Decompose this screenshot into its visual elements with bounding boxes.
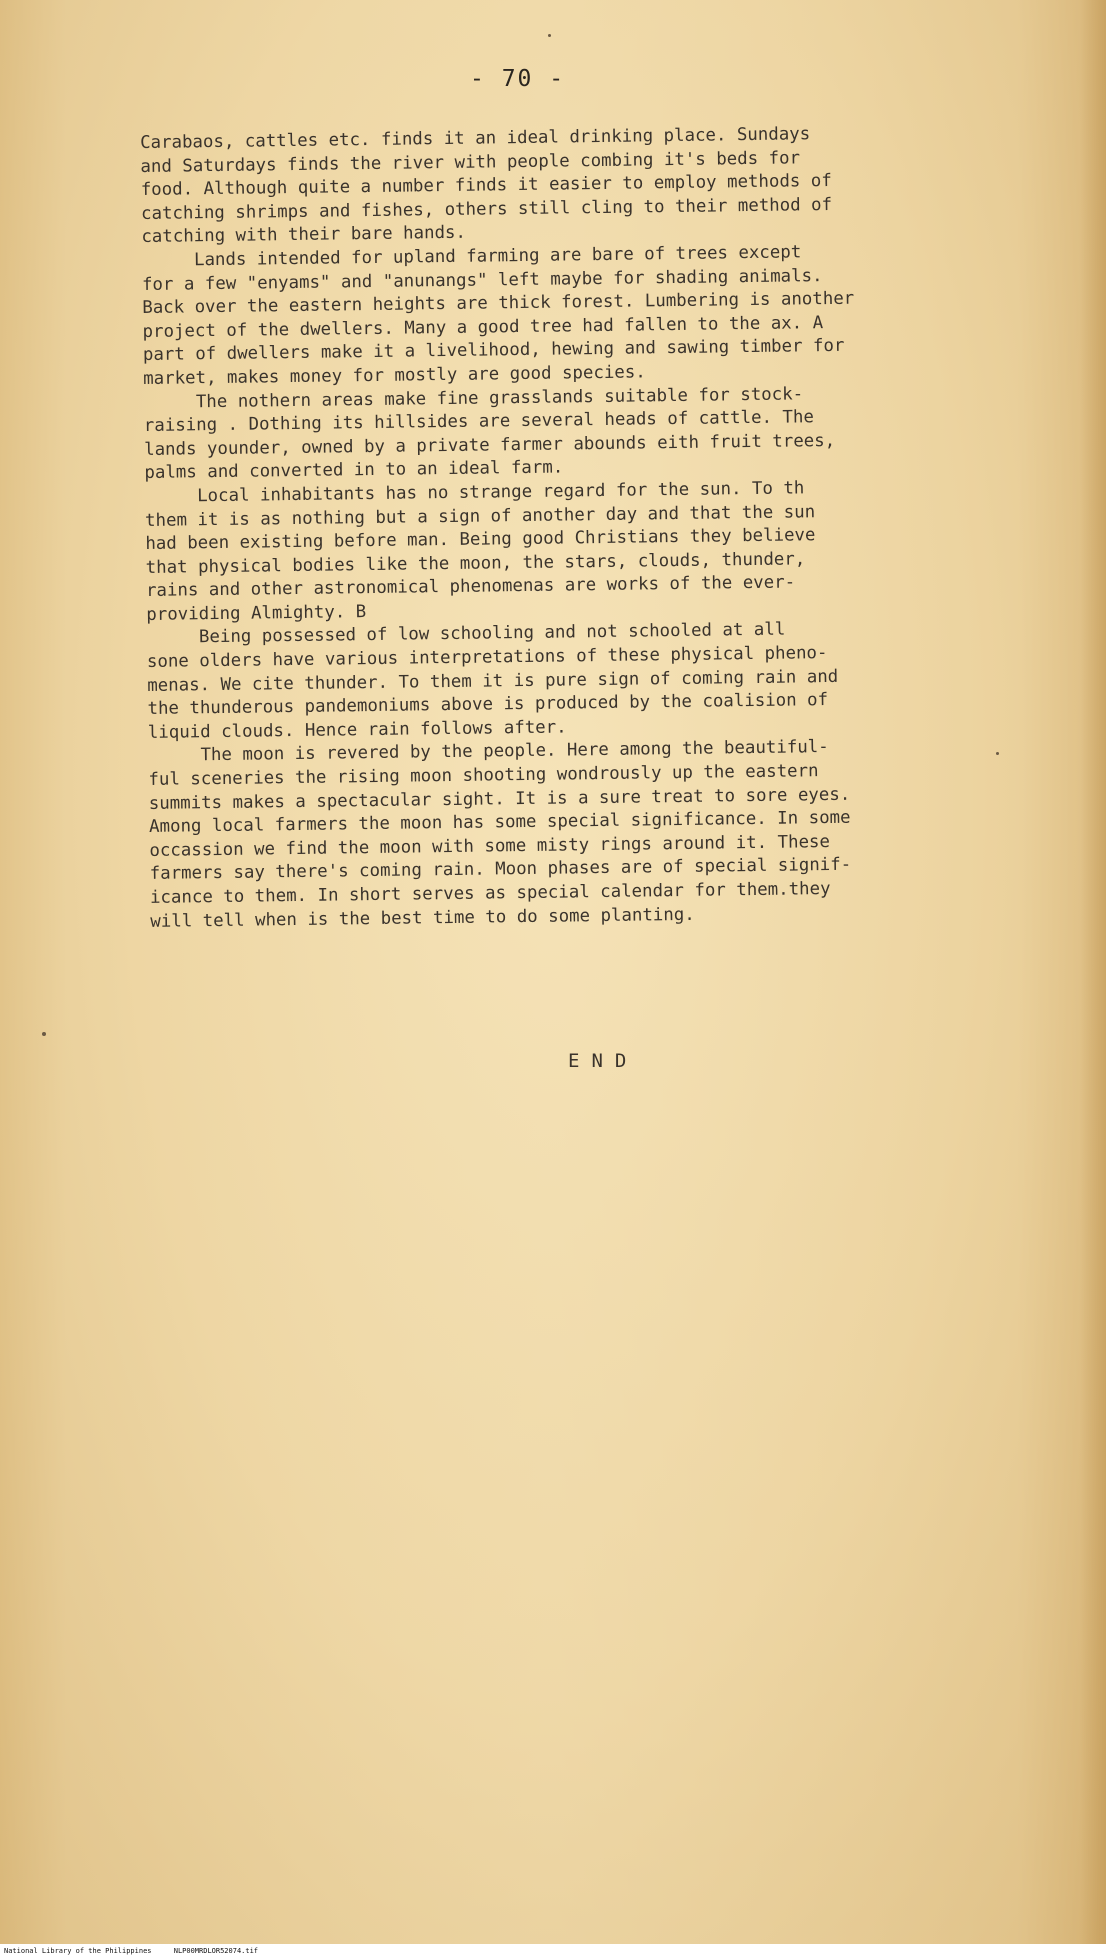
text-line: catching with their bare hands.	[141, 223, 467, 248]
text-line: raising . Dothing its hillsides are several heads of cattle. The	[143, 407, 815, 437]
text-line: Back over the eastern heights are thick forest. Lumbering is another	[142, 288, 855, 319]
text-line: project of the dwellers. Many a good tree had fallen to the ax. A	[142, 312, 824, 342]
text-line: and Saturdays finds the river with people combing it's beds for	[140, 147, 801, 177]
text-line: market, makes money for mostly are good species.	[143, 362, 646, 389]
text-line: that physical bodies like the moon, the stars, clouds, thunder,	[145, 549, 806, 578]
text-line: rains and other astronomical phenomenas are works of the ever-	[145, 572, 796, 602]
ink-speck	[42, 1032, 46, 1036]
text-line: providing Almighty. B	[146, 601, 367, 625]
footer-library: National Library of the Philippines	[4, 1947, 152, 1955]
text-line: icance to them. In short serves as special calendar for them.they	[149, 879, 831, 908]
text-line: occassion we find the moon with some misty rings around it. These	[149, 831, 831, 861]
text-line: sone olders have various interpretations of these physical pheno-	[146, 643, 828, 673]
text-line: will tell when is the best time to do some planting.	[150, 904, 695, 932]
text-line: Being possessed of low schooling and not schooled at all	[146, 620, 786, 649]
text-line: the thunderous pandemoniums above is produced by the coalision of	[147, 690, 829, 720]
text-line: farmers say there's coming rain. Moon phases are of special signif-	[149, 855, 852, 885]
text-line: The nothern areas make fine grasslands suitable for stock-	[143, 383, 804, 413]
text-line: liquid clouds. Hence rain follows after.	[147, 717, 567, 743]
page-number: - 70 -	[470, 66, 566, 92]
text-line: lands younder, owned by a private farmer abounds eith fruit trees,	[144, 430, 836, 460]
text-line: Among local farmers the moon has some special significance. In some	[148, 807, 851, 838]
text-line: The moon is revered by the people. Here among the beautiful-	[148, 737, 829, 767]
ink-speck	[996, 752, 999, 755]
text-line: food. Although quite a number finds it easier to employ methods of	[140, 171, 832, 201]
text-line: Lands intended for upland farming are bare of trees except	[141, 242, 802, 271]
text-line: menas. We cite thunder. To them it is pure sign of coming rain and	[147, 666, 839, 696]
text-line: catching shrimps and fishes, others still cling to their method of	[140, 194, 833, 224]
footer-file: NLP00MRDLOR52074.tif	[173, 1947, 259, 1955]
text-line: ful sceneries the rising moon shooting wondrously up the eastern	[148, 761, 819, 790]
text-line: palms and converted in to an ideal farm.	[144, 457, 564, 484]
typed-body-text	[140, 121, 1010, 934]
end-mark: END	[568, 1050, 639, 1072]
text-line: for a few "enyams" and "anunangs" left maybe for shading animals.	[141, 265, 823, 295]
text-line: them it is as nothing but a sign of another day and that the sun	[144, 501, 816, 531]
text-line: summits makes a spectacular sight. It is a sure treat to sore eyes.	[148, 784, 851, 814]
scan-footer	[0, 1944, 1106, 1958]
page-edge-shadow	[1080, 0, 1106, 1958]
ink-speck	[548, 34, 551, 37]
text-line: Carabaos, cattles etc. finds it an ideal drinking place. Sundays	[140, 124, 811, 153]
text-line: part of dwellers make it a livelihood, hewing and sawing timber for	[142, 336, 845, 366]
text-line: Local inhabitants has no strange regard for the sun. To th	[144, 478, 805, 507]
text-line: had been existing before man. Being good Christians they believe	[145, 525, 816, 555]
